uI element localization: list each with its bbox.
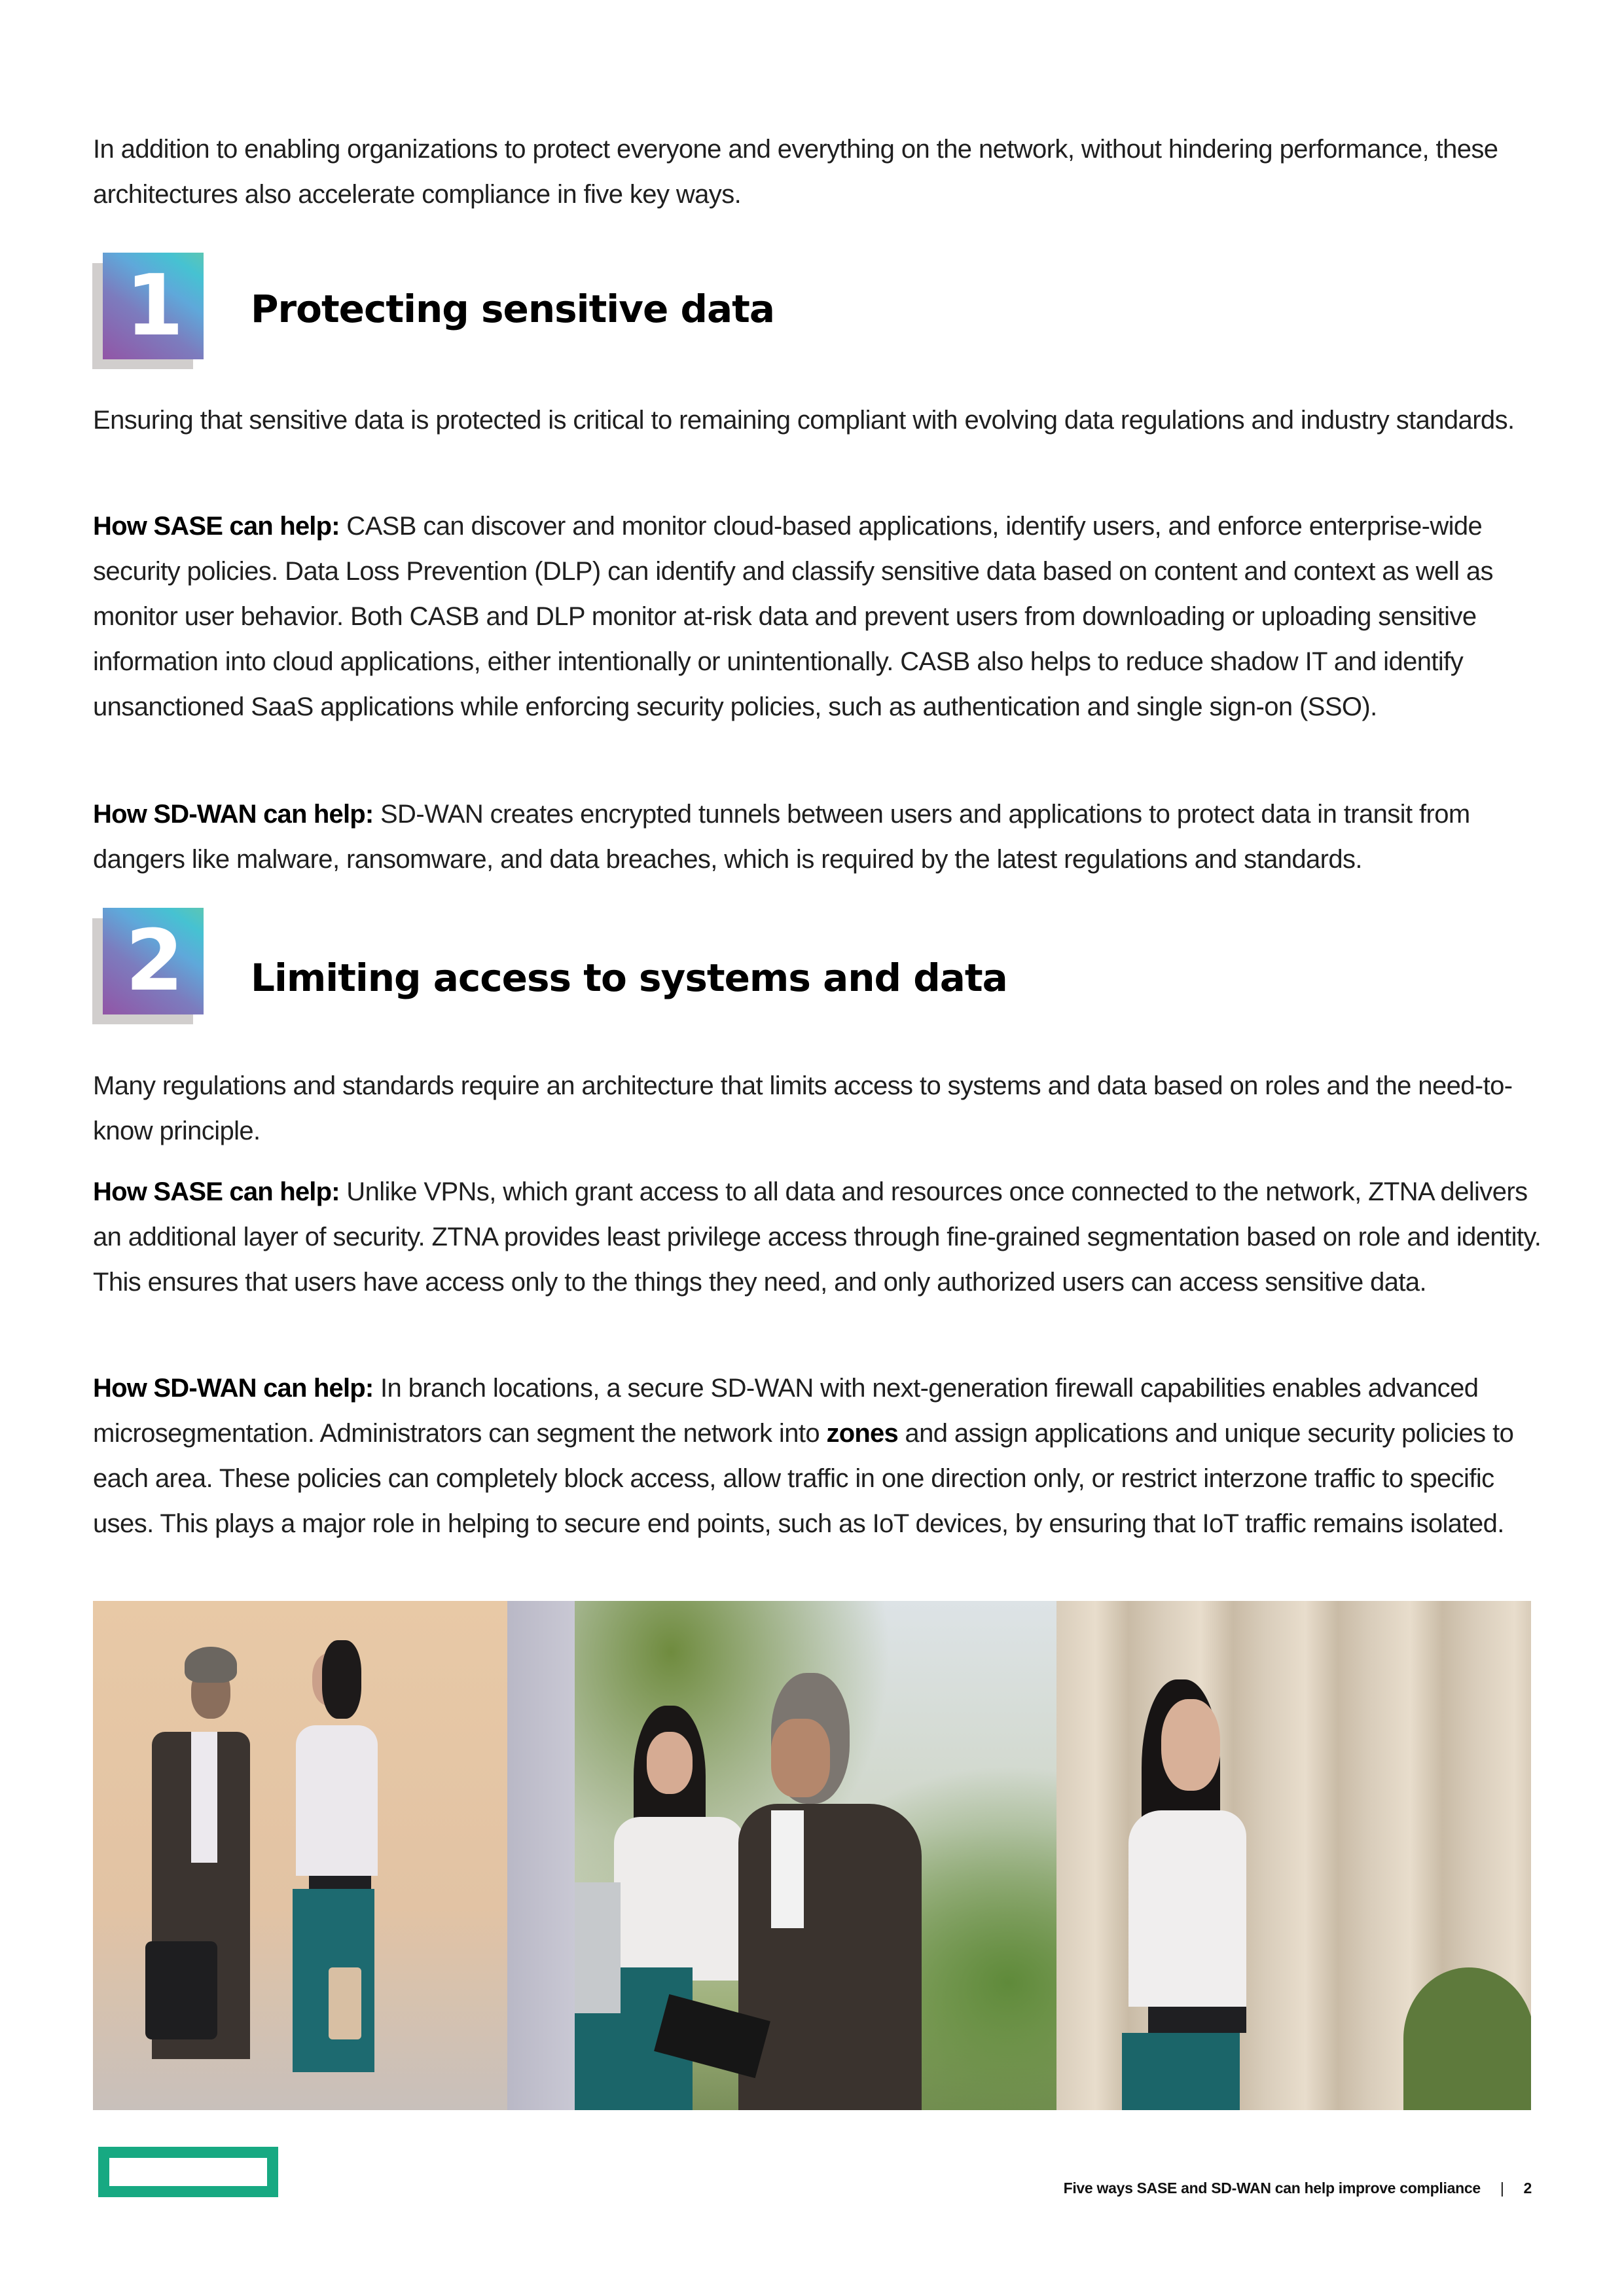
sdwan-label: How SD-WAN can help: xyxy=(93,800,374,829)
sase-label: How SASE can help: xyxy=(93,512,340,541)
section-number: 1 xyxy=(125,257,181,355)
intro-paragraph: In addition to enabling organizations to protect everyone and everything on the network, without hindering performance, these architectures also accelerate compliance in five key ways. xyxy=(93,135,1498,209)
badge-gradient-box xyxy=(103,908,204,1014)
zones-emphasis: zones xyxy=(826,1419,898,1448)
section-2-sase-paragraph xyxy=(93,1170,1543,1305)
section-2-heading: Limiting access to systems and data xyxy=(251,956,1007,1000)
sase-text: Unlike VPNs, which grant access to all data and resources once connected to the network, ZTNA delivers an additional layer of security. ZTNA provides least privilege access through fine-grained segmentation based on role and identity. This ensures that users have access only to the things they need, and only authorized users can access sensitive data. xyxy=(93,1177,1542,1297)
section-2-sdwan-paragraph xyxy=(93,1366,1543,1547)
sdwan-label: How SD-WAN can help: xyxy=(93,1374,374,1403)
badge-gradient-box xyxy=(103,253,204,359)
section-1-number-badge xyxy=(92,253,204,370)
photo-people-seated-outdoors xyxy=(575,1601,1056,2110)
section-2-lead: Many regulations and standards require an architecture that limits access to systems and data based on roles and the need-to-know principle. xyxy=(93,1071,1513,1145)
footer-document-title: Five ways SASE and SD-WAN can help improve compliance xyxy=(1063,2179,1481,2197)
page-footer xyxy=(1064,2179,1532,2197)
sdwan-text-before: In branch locations, a secure SD-WAN with next-generation firewall capabilities enables advanced microsegmentation. Administrators can segment the network into xyxy=(93,1374,1479,1448)
sdwan-text: SD-WAN creates encrypted tunnels between users and applications to protect data in transit from dangers like malware, ransomware, and data breaches, which is required by the latest regulations and standards. xyxy=(93,800,1470,874)
brand-logo-rectangle xyxy=(98,2147,278,2197)
section-1-lead: Ensuring that sensitive data is protected is critical to remaining compliant with evolving data regulations and industry standards. xyxy=(93,406,1515,435)
footer-page-number: 2 xyxy=(1523,2179,1532,2197)
section-2-number-badge xyxy=(92,908,204,1026)
footer-separator: | xyxy=(1500,2179,1504,2197)
photo-people-on-stairs xyxy=(93,1601,575,2110)
section-1-sase-paragraph xyxy=(93,504,1543,730)
photo-woman-walking xyxy=(1056,1601,1531,2110)
section-1-heading: Protecting sensitive data xyxy=(251,287,775,331)
sase-text: CASB can discover and monitor cloud-based applications, identify users, and enforce enterprise-wide security policies. Data Loss Prevention (DLP) can identify and classify sensitive data based on content and context as well as monitor user behavior. Both CASB and DLP monitor at-risk data and prevent users from downloading or uploading sensitive information into cloud applications, either intentionally or unintentionally. CASB also helps to reduce shadow IT and identify unsanctioned SaaS applications while enforcing security policies, such as authentication and single sign-on (SSO). xyxy=(93,512,1493,721)
section-number: 2 xyxy=(125,912,181,1010)
photo-strip xyxy=(93,1601,1531,2110)
section-1-sdwan-paragraph xyxy=(93,792,1543,882)
sdwan-text-after: and assign applications and unique security policies to each area. These policies can completely block access, allow traffic in one direction only, or restrict interzone traffic to specific uses. This plays a major role in helping to secure end points, such as IoT devices, by ensuring that IoT traffic remains isolated. xyxy=(93,1419,1514,1538)
sase-label: How SASE can help: xyxy=(93,1177,340,1206)
